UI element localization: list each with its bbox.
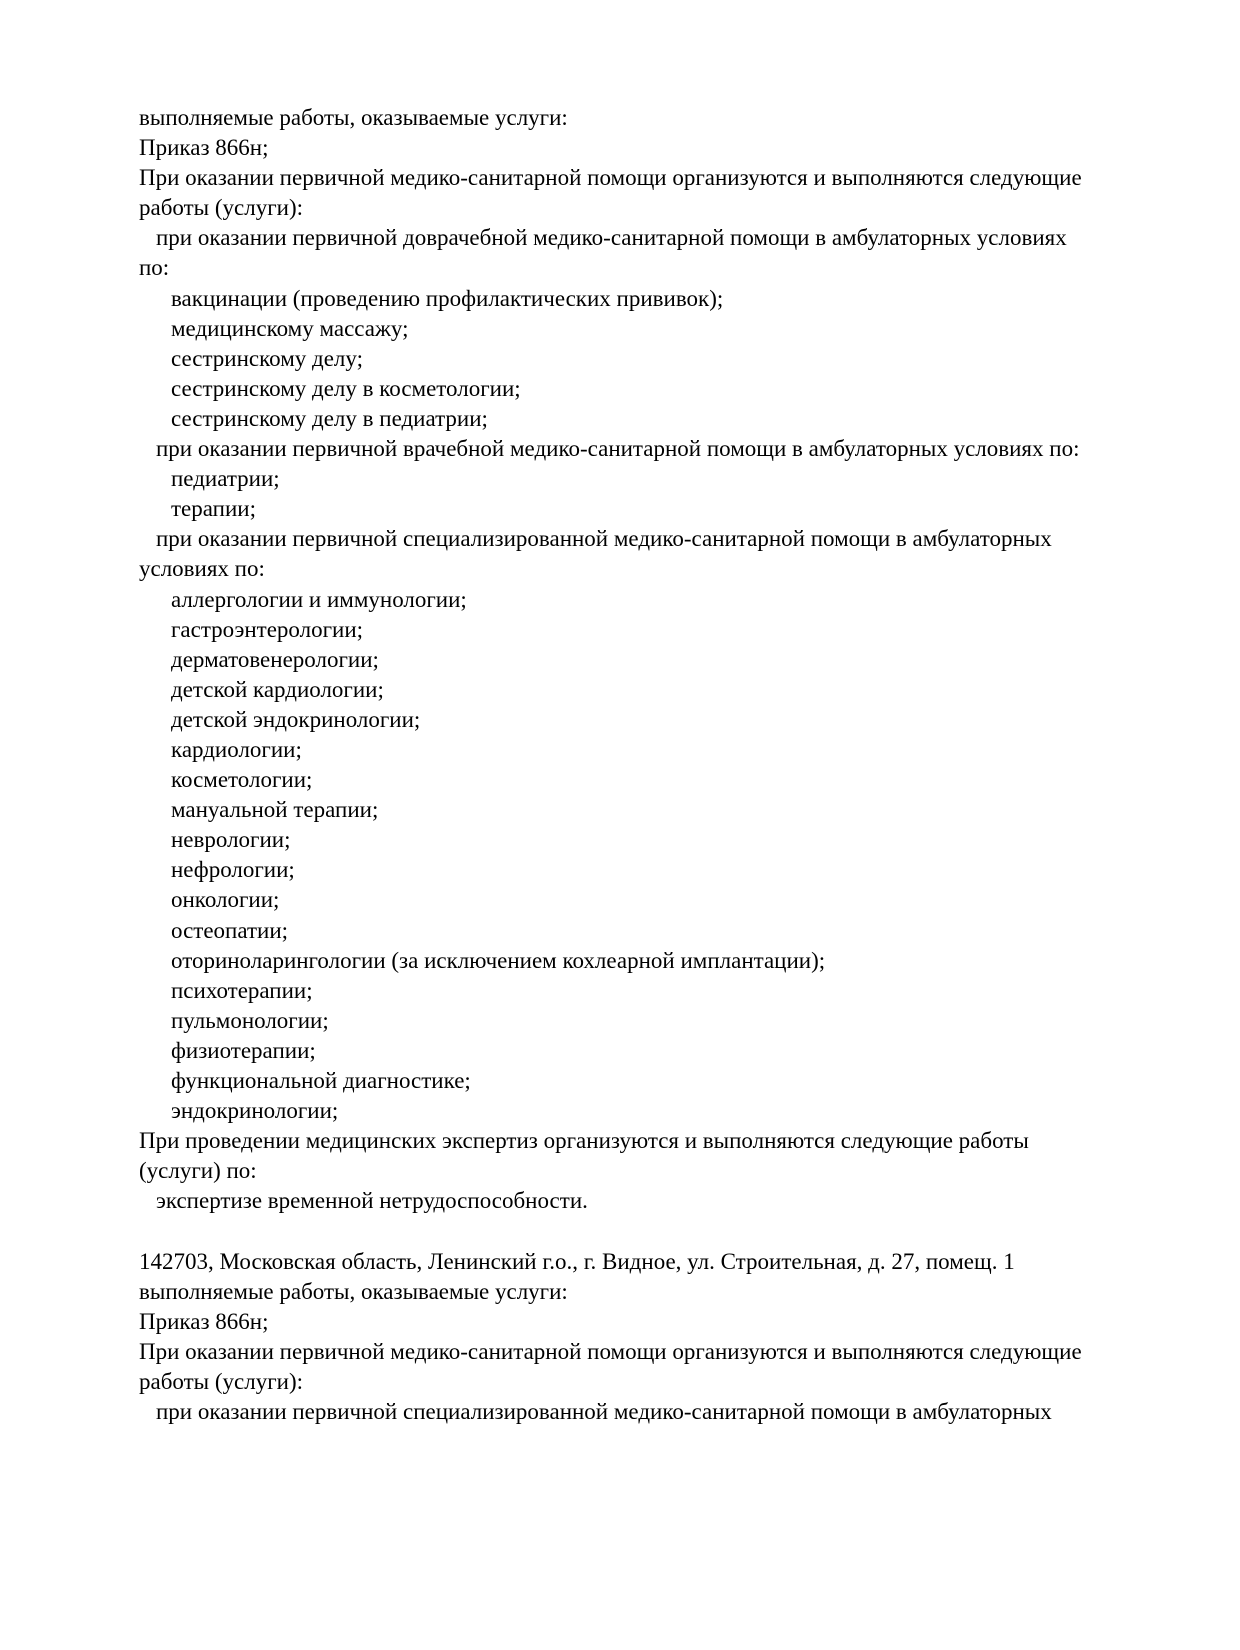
document-line: условиях по: — [139, 556, 265, 582]
document-line: оториноларингологии (за исключением кохлеарной имплантации); — [171, 947, 826, 973]
document-line: работы (услуги): — [139, 195, 303, 221]
document-line: при оказании первичной специализированной медико-санитарной помощи в амбулаторных — [156, 1399, 1052, 1425]
document-line: косметологии; — [171, 767, 313, 793]
document-line: (услуги) по: — [139, 1158, 257, 1184]
document-line: при оказании первичной врачебной медико-санитарной помощи в амбулаторных условиях по: — [156, 436, 1080, 462]
document-line: выполняемые работы, оказываемые услуги: — [139, 1278, 568, 1304]
document-line: Приказ 866н; — [139, 135, 269, 161]
document-line: кардиологии; — [171, 736, 302, 762]
document-line: психотерапии; — [171, 977, 313, 1003]
document-line: аллергологии и иммунологии; — [171, 586, 467, 612]
document-line: детской кардиологии; — [171, 676, 384, 702]
document-line: терапии; — [171, 496, 256, 522]
document-line: функциональной диагностике; — [171, 1068, 471, 1093]
document-line: При проведении медицинских экспертиз организуются и выполняются следующие работы — [139, 1128, 1029, 1154]
document-line: физиотерапии; — [171, 1037, 316, 1063]
document-line: при оказании первичной доврачебной медико-санитарной помощи в амбулаторных условиях — [156, 225, 1067, 251]
document-line: При оказании первичной медико-санитарной помощи организуются и выполняются следующие — [139, 1338, 1082, 1364]
document-line: медицинскому массажу; — [171, 315, 409, 341]
document-line: эндокринологии; — [171, 1098, 339, 1124]
document-line: Приказ 866н; — [139, 1308, 269, 1334]
document-line: 142703, Московская область, Ленинский г.о., г. Видное, ул. Строительная, д. 27, помещ. 1 — [139, 1248, 1015, 1274]
document-line: при оказании первичной специализированной медико-санитарной помощи в амбулаторных — [156, 526, 1052, 552]
document-line: остеопатии; — [171, 917, 289, 943]
document-line: сестринскому делу; — [171, 345, 363, 371]
document-line: детской эндокринологии; — [171, 706, 421, 732]
blank-line — [139, 1216, 1082, 1246]
document-line: выполняемые работы, оказываемые услуги: — [139, 105, 568, 130]
document-line: работы (услуги): — [139, 1368, 303, 1394]
document-line: гастроэнтерологии; — [171, 616, 364, 642]
document-line: сестринскому делу в косметологии; — [171, 375, 521, 401]
document-line: неврологии; — [171, 827, 291, 853]
document-line: При оказании первичной медико-санитарной помощи организуются и выполняются следующие — [139, 165, 1082, 191]
document-line: дерматовенерологии; — [171, 646, 379, 672]
document-line: сестринскому делу в педиатрии; — [171, 405, 488, 431]
document-line: онкологии; — [171, 887, 280, 913]
document-line: экспертизе временной нетрудоспособности. — [156, 1188, 588, 1214]
document-line: мануальной терапии; — [171, 797, 379, 823]
document-line: по: — [139, 255, 170, 281]
document-line: пульмонологии; — [171, 1007, 329, 1033]
document-line: педиатрии; — [171, 466, 280, 492]
license-works-text — [139, 103, 1082, 1427]
document-line: вакцинации (проведению профилактических прививок); — [171, 285, 724, 311]
document-line: нефрологии; — [171, 857, 295, 883]
